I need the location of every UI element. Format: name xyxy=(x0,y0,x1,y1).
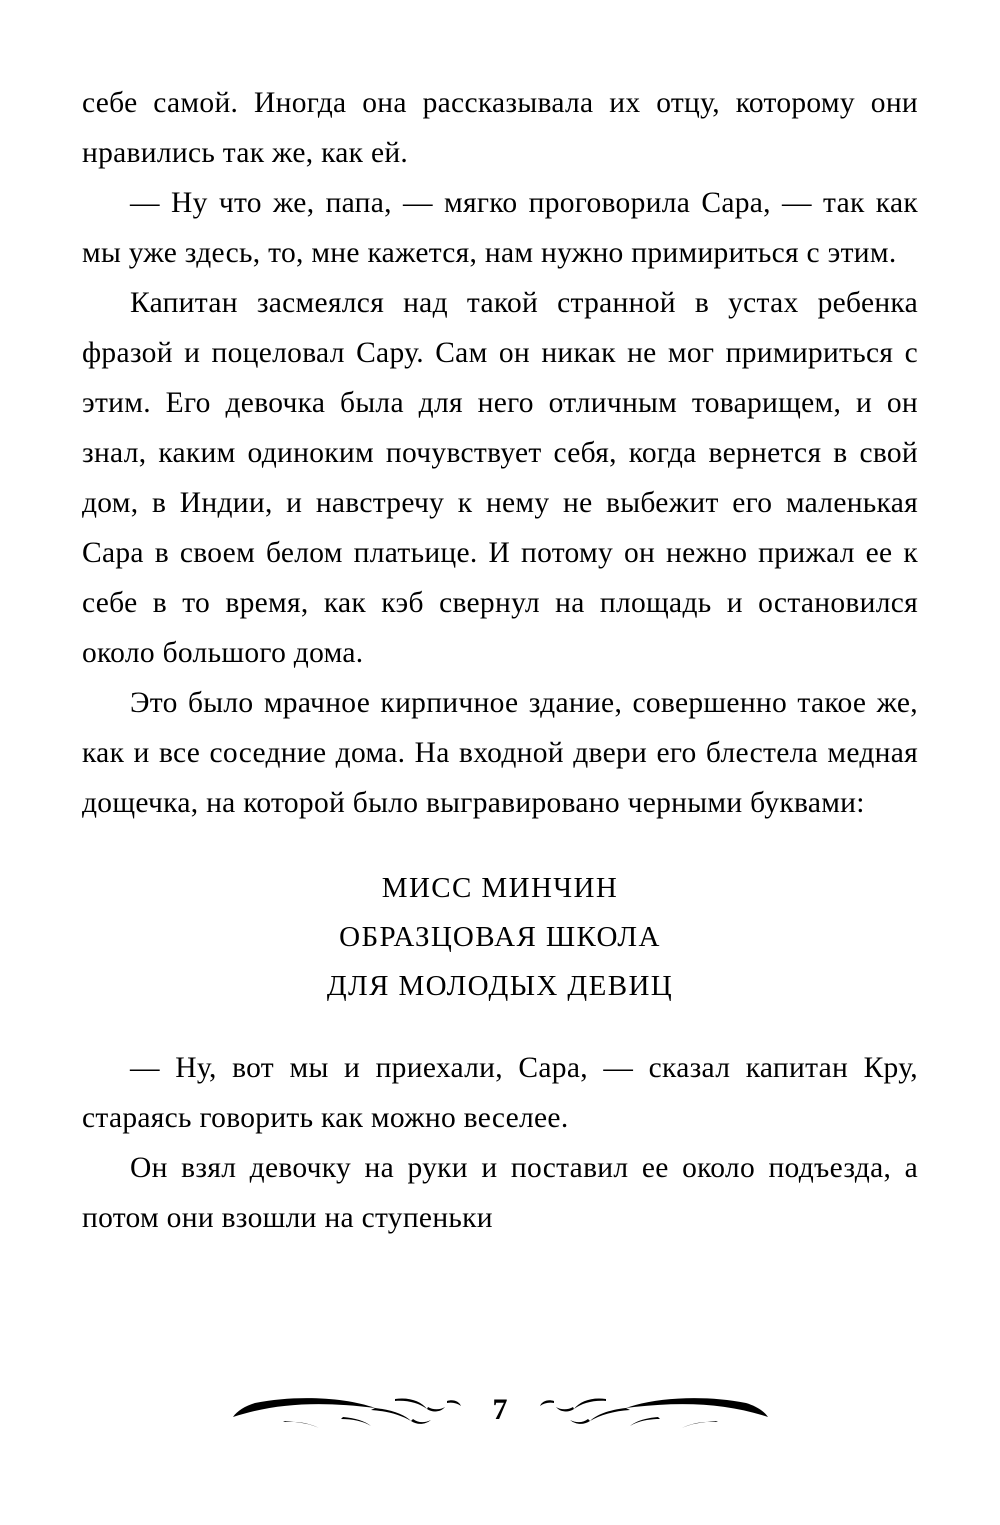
page-body-bottom xyxy=(82,1043,918,1243)
page-number: 7 xyxy=(492,1393,508,1426)
school-sign-plaque xyxy=(82,864,918,1011)
page-body-top xyxy=(82,78,918,828)
paragraph: Он взял девочку на руки и поставил ее около подъезда, а потом они взошли на ступеньки xyxy=(82,1152,918,1234)
paragraph: — Ну, вот мы и приехали, Сара, — сказал капитан Кру, стараясь говорить как можно веселее. xyxy=(82,1052,918,1134)
flourish-ornament-right-icon xyxy=(526,1387,776,1433)
paragraph: Капитан засмеялся над такой странной в устах ребенка фразой и поцеловал Сару. Сам он никак не мог примириться с этим. Его девочка была для него отличным товарищем, и он знал, каким одиноким почувствует себя, когда вернется в свой дом, в Индии, и навстречу к нему не выбежит его маленькая Сара в своем белом платьице. И потому он нежно прижал ее к себе в то время, как кэб свернул на площадь и остановился около большого дома. xyxy=(82,287,918,669)
paragraph: Это было мрачное кирпичное здание, совершенно такое же, как и все соседние дома. На входной двери его блестела медная дощечка, на которой было выгравировано черными буквами: xyxy=(82,687,918,819)
flourish-ornament-left-icon xyxy=(225,1387,475,1433)
page-footer xyxy=(0,1387,1000,1433)
paragraph: себе самой. Иногда она рассказывала их отцу, которому они нравились так же, как ей. xyxy=(82,87,918,169)
paragraph: — Ну что же, папа, — мягко проговорила Сара, — так как мы уже здесь, то, мне кажется, нам нужно примириться с этим. xyxy=(82,187,918,269)
sign-line-3: ДЛЯ МОЛОДЫХ ДЕВИЦ xyxy=(326,970,674,1002)
sign-line-2: ОБРАЗЦОВАЯ ШКОЛА xyxy=(339,921,661,953)
sign-line-1: МИСС МИНЧИН xyxy=(381,872,619,904)
